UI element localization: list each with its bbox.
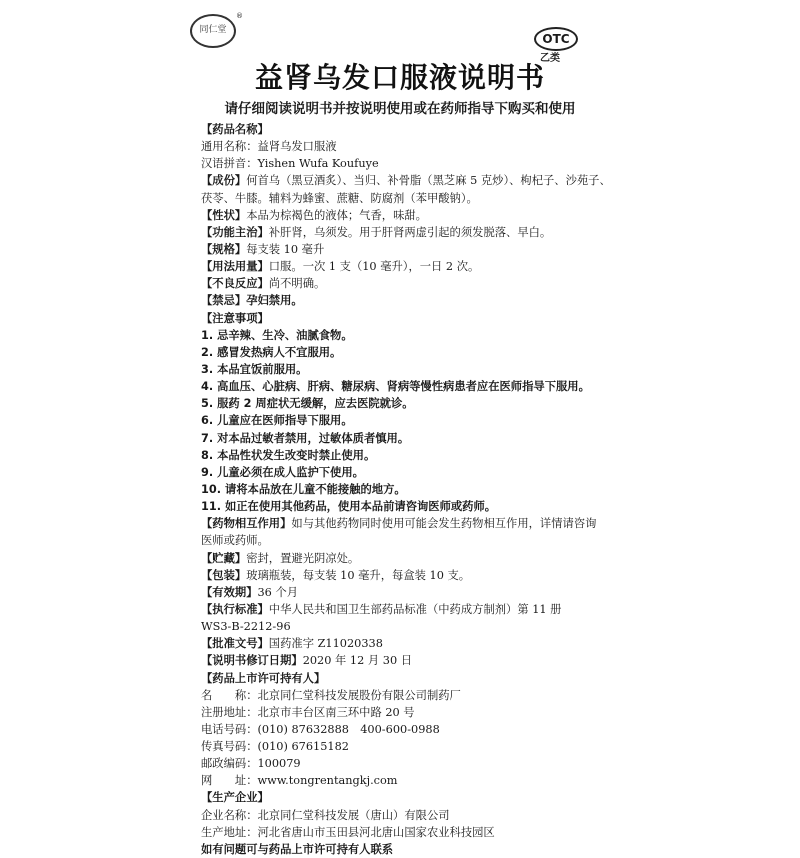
document-subtitle: 请仔细阅读说明书并按说明使用或在药师指导下购买和使用 bbox=[224, 101, 576, 117]
pinyin-name: 汉语拼音：Yishen Wufa Koufuye bbox=[201, 157, 379, 171]
standard-code: WS3-B-2212-96 bbox=[201, 620, 291, 634]
drug-name-heading: 【药品名称】 bbox=[201, 123, 269, 136]
mah-address: 注册地址：北京市丰台区南三环中路 20 号 bbox=[201, 705, 415, 719]
storage-heading: 【贮藏】 bbox=[201, 551, 247, 565]
ingredients-continued: 茯苓、牛膝。辅料为蜂蜜、蔗糖、防腐剂（苯甲酸钠）。 bbox=[201, 191, 478, 205]
contra-text: 孕妇禁用。 bbox=[246, 294, 303, 308]
interaction-text: 如与其他药物同时使用可能会发生药物相互作用，详情请咨询 bbox=[291, 517, 597, 531]
section-manufacturer bbox=[201, 789, 611, 806]
mah-postcode: 邮政编码：100079 bbox=[201, 757, 301, 771]
precaution-item: 2. 感冒发热病人不宜服用。 bbox=[201, 345, 342, 359]
mah-website: 网 址：www.tongrentangkj.com bbox=[201, 774, 398, 788]
section-precautions bbox=[201, 310, 611, 327]
validity-heading: 【有效期】 bbox=[201, 585, 258, 599]
section-drug-name bbox=[201, 121, 611, 138]
approval-heading: 【批准文号】 bbox=[201, 637, 269, 651]
contra-heading: 【禁忌】 bbox=[201, 294, 247, 308]
brand-logo bbox=[190, 14, 236, 48]
precaution-item: 5. 服药 2 周症状无缓解，应去医院就诊。 bbox=[201, 397, 414, 411]
registered-mark: ® bbox=[236, 12, 243, 20]
revision-heading: 【说明书修订日期】 bbox=[201, 654, 303, 668]
section-contraindications bbox=[201, 292, 611, 309]
contact-note: 如有问题可与药品上市许可持有人联系 bbox=[201, 842, 394, 856]
section-ingredients bbox=[201, 172, 611, 189]
document-title: 益肾乌发口服液说明书 bbox=[254, 61, 545, 94]
spec-text: 每支装 10 毫升 bbox=[246, 242, 325, 256]
validity-text: 36 个月 bbox=[257, 585, 299, 599]
section-spec bbox=[201, 241, 611, 258]
precaution-item: 8. 本品性状发生改变时禁止使用。 bbox=[201, 448, 376, 462]
standard-heading: 【执行标准】 bbox=[201, 602, 269, 616]
section-adverse bbox=[201, 275, 611, 292]
adverse-heading: 【不良反应】 bbox=[201, 277, 269, 291]
precaution-item: 6. 儿童应在医师指导下服用。 bbox=[201, 414, 353, 428]
section-package bbox=[201, 567, 611, 584]
section-interactions bbox=[201, 515, 611, 532]
logo-text: 同仁堂 bbox=[199, 25, 227, 36]
precaution-item: 1. 忌辛辣、生冷、油腻食物。 bbox=[201, 328, 353, 342]
interaction-continued: 医师或药师。 bbox=[201, 534, 269, 548]
otc-label: OTC bbox=[542, 32, 570, 46]
dosage-heading: 【用法用量】 bbox=[201, 260, 269, 274]
approval-text: 国药准字 Z11020338 bbox=[268, 637, 383, 651]
spec-heading: 【规格】 bbox=[201, 242, 247, 256]
interaction-heading: 【药物相互作用】 bbox=[201, 517, 292, 531]
ingredients-text: 何首乌（黑豆酒炙）、当归、补骨脂（黑芝麻 5 克炒）、枸杞子、沙苑子、 bbox=[246, 174, 611, 188]
maker-address: 生产地址：河北省唐山市玉田县河北唐山国家农业科技园区 bbox=[201, 825, 495, 839]
maker-heading: 【生产企业】 bbox=[201, 791, 269, 805]
leaflet-body bbox=[201, 121, 611, 858]
properties-text: 本品为棕褐色的液体；气香，味甜。 bbox=[246, 208, 427, 222]
standard-text: 中华人民共和国卫生部药品标准（中药成方制剂）第 11 册 bbox=[268, 602, 562, 616]
section-validity bbox=[201, 584, 611, 601]
mah-fax: 传真号码：(010) 67615182 bbox=[201, 740, 349, 754]
section-standard bbox=[201, 601, 611, 618]
otc-class-label: 乙类 bbox=[540, 53, 560, 64]
section-indications bbox=[201, 224, 611, 241]
precaution-item: 9. 儿童必须在成人监护下使用。 bbox=[201, 465, 364, 479]
maker-name: 企业名称：北京同仁堂科技发展（唐山）有限公司 bbox=[201, 808, 450, 822]
indications-text: 补肝肾，乌须发。用于肝肾两虚引起的须发脱落、早白。 bbox=[268, 225, 552, 239]
section-approval bbox=[201, 635, 611, 652]
mah-phone: 电话号码：(010) 87632888 400-600-0988 bbox=[201, 722, 440, 736]
indications-heading: 【功能主治】 bbox=[201, 225, 269, 239]
section-mah bbox=[201, 670, 611, 687]
ingredients-heading: 【成份】 bbox=[201, 174, 247, 188]
package-text: 玻璃瓶装，每支装 10 毫升，每盒装 10 支。 bbox=[246, 568, 471, 582]
section-dosage bbox=[201, 258, 611, 275]
otc-badge bbox=[534, 27, 578, 51]
generic-name: 通用名称：益肾乌发口服液 bbox=[201, 140, 337, 154]
mah-name: 名 称：北京同仁堂科技发展股份有限公司制药厂 bbox=[201, 688, 461, 702]
precaution-item: 3. 本品宜饭前服用。 bbox=[201, 362, 308, 376]
section-revision bbox=[201, 652, 611, 669]
precaution-item: 7. 对本品过敏者禁用，过敏体质者慎用。 bbox=[201, 431, 410, 445]
properties-heading: 【性状】 bbox=[201, 208, 247, 222]
mah-heading: 【药品上市许可持有人】 bbox=[201, 671, 326, 685]
dosage-text: 口服。一次 1 支（10 毫升），一日 2 次。 bbox=[268, 260, 480, 274]
precaution-item: 11. 如正在使用其他药品，使用本品前请咨询医师或药师。 bbox=[201, 500, 497, 514]
precautions-heading: 【注意事项】 bbox=[201, 311, 269, 325]
section-properties bbox=[201, 207, 611, 224]
revision-text: 2020 年 12 月 30 日 bbox=[302, 654, 413, 668]
section-storage bbox=[201, 550, 611, 567]
precaution-item: 10. 请将本品放在儿童不能接触的地方。 bbox=[201, 482, 406, 496]
adverse-text: 尚不明确。 bbox=[268, 277, 326, 291]
package-heading: 【包装】 bbox=[201, 568, 247, 582]
storage-text: 密封，置避光阴凉处。 bbox=[246, 551, 360, 565]
precaution-item: 4. 高血压、心脏病、肝病、糖尿病、肾病等慢性病患者应在医师指导下服用。 bbox=[201, 380, 590, 394]
